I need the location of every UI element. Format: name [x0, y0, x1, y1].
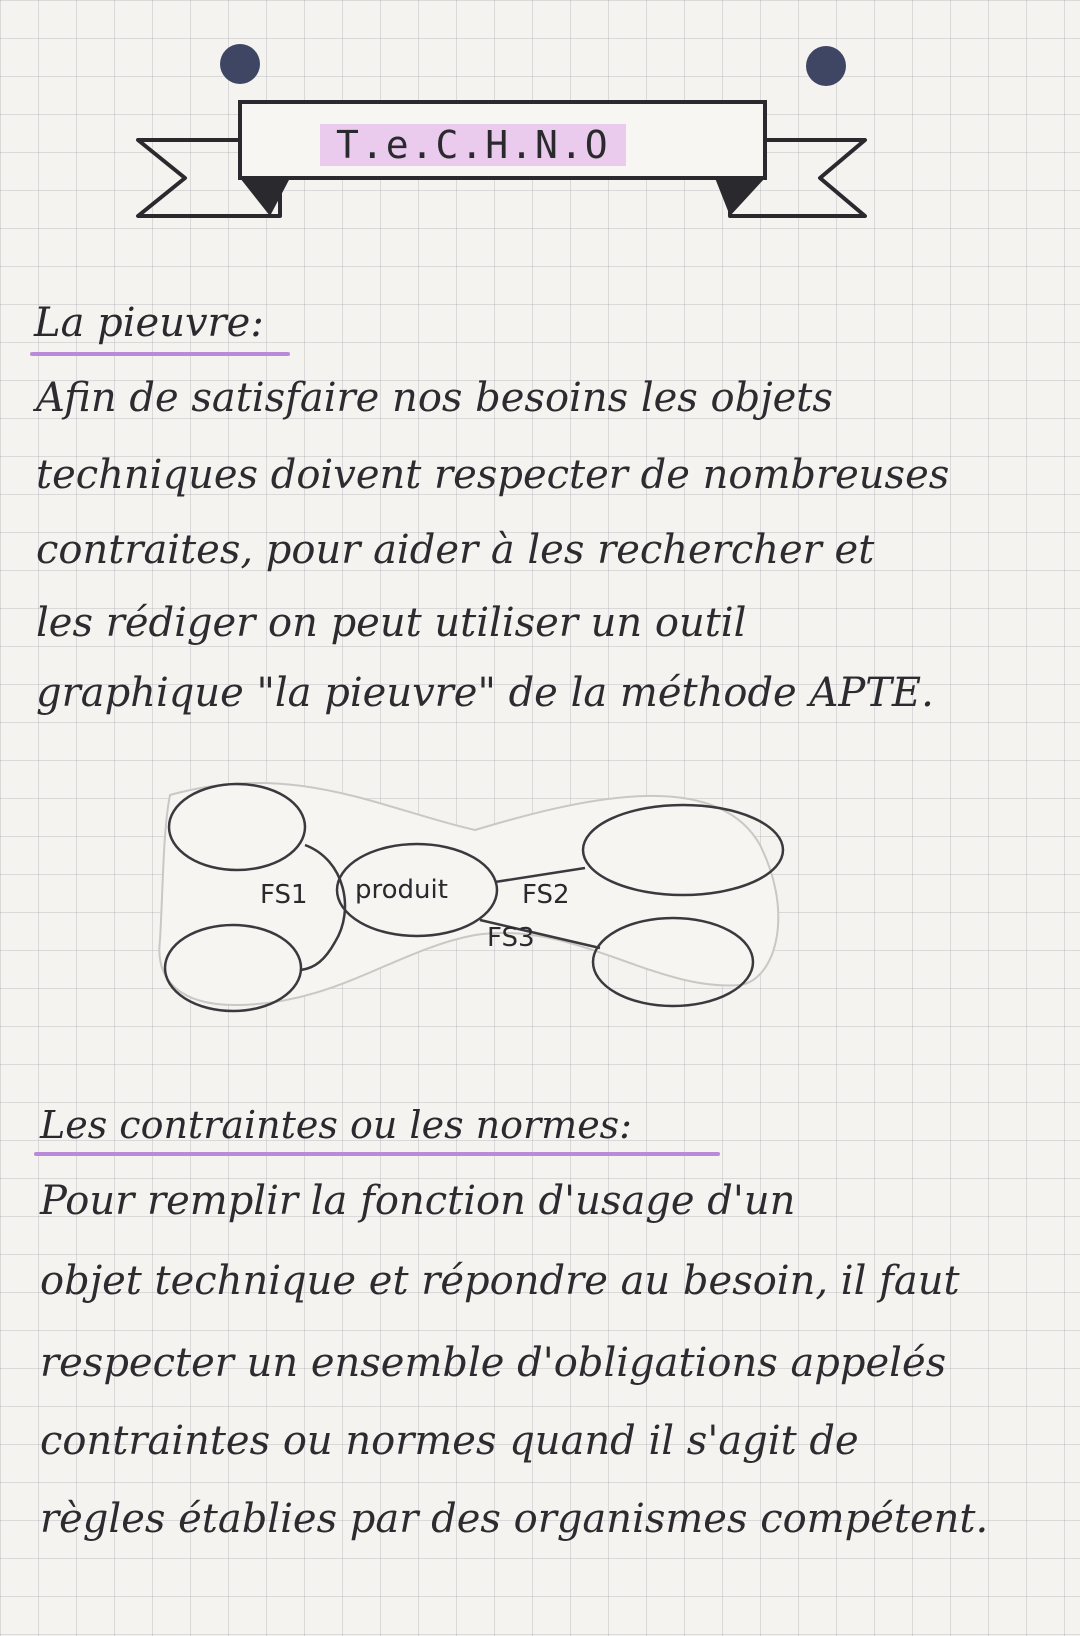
- heading-underline: [30, 352, 290, 356]
- text-line: Pour remplir la fonction d'usage d'un: [40, 1178, 796, 1224]
- section-heading-contraintes: Les contraintes ou les normes:: [40, 1103, 632, 1147]
- text-line: objet technique et répondre au besoin, il faut: [40, 1258, 960, 1304]
- text-line: les rédiger on peut utiliser un outil: [36, 600, 747, 646]
- text-line: techniques doivent respecter de nombreuses: [36, 452, 950, 498]
- text-line: graphique "la pieuvre" de la méthode APTE.: [36, 670, 934, 716]
- section-heading-pieuvre: La pieuvre:: [34, 300, 264, 346]
- text-line: Afin de satisfaire nos besoins les objets: [36, 375, 833, 421]
- fs2-label: FS2: [522, 880, 570, 910]
- heading-underline: [34, 1152, 720, 1156]
- text-line: contraintes ou normes quand il s'agit de: [40, 1418, 859, 1464]
- text-line: contraites, pour aider à les rechercher et: [36, 527, 875, 573]
- binder-hole-right: [806, 46, 846, 86]
- binder-hole-left: [220, 44, 260, 84]
- paragraph-pieuvre: [36, 375, 1066, 775]
- text-line: règles établies par des organismes compétent.: [40, 1496, 989, 1542]
- pieuvre-diagram: [155, 770, 795, 1040]
- product-label: produit: [355, 875, 448, 905]
- fs3-label: FS3: [487, 923, 535, 953]
- paragraph-contraintes: [40, 1178, 1070, 1598]
- text-line: respecter un ensemble d'obligations appelés: [40, 1340, 947, 1386]
- fs1-label: FS1: [260, 880, 308, 910]
- page-title: T.e.C.H.N.O: [320, 124, 626, 166]
